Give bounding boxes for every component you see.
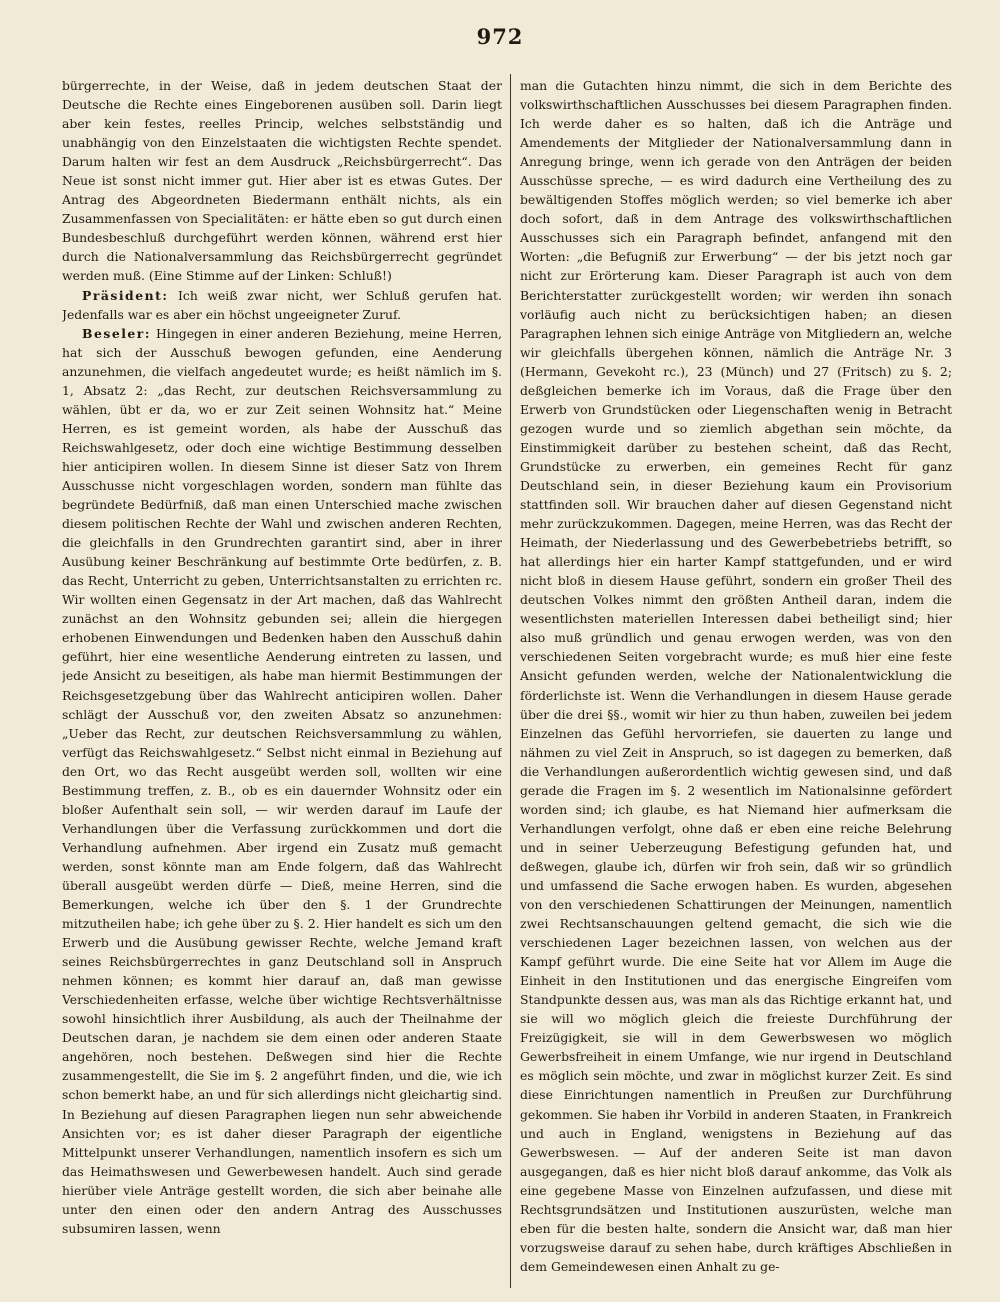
column-divider bbox=[510, 74, 511, 1288]
paragraph-praesident bbox=[62, 286, 502, 324]
right-column bbox=[520, 76, 952, 1288]
paragraph-beseler bbox=[62, 324, 502, 1238]
paragraph-continuation: bürgerrechte, in der Weise, daß in jedem deutschen Staat der Deutsche die Rechte eines Eingeborenen ausüben soll. Darin liegt aber kein festes, reelles Princip, welches selbstständig und unabhängig von den Einzelstaaten die wichtigsten Rechte spendet. Darum halten wir fest an dem Ausdruck „Reichsbürgerrecht“. Das Neue ist sonst nicht immer gut. Hier aber ist es etwas Gutes. Der Antrag des Abgeordneten Biedermann enthält nichts, als ein Zusammenfassen von Specialitäten: er hätte eben so gut durch einen Bundesbeschluß durchgeführt werden können, während erst hier durch die Nationalversammlung das Reichsbürgerrecht gegründet werden muß. (Eine Stimme auf der Linken: Schluß!) bbox=[62, 78, 502, 284]
speech-text: Ich weiß zwar nicht, wer Schluß gerufen hat. Jedenfalls war es aber ein höchst ungeeigneter Zuruf. bbox=[62, 287, 502, 322]
speech-text: Hingegen in einer anderen Beziehung, meine Herren, hat sich der Ausschuß bewogen gefunden, eine Aenderung anzunehmen, die vielfach angedeutet wurde; es heißt nämlich im §. 1, Absatz 2: „das Recht, zur deutschen Reichsversammlung zu wählen, übt er da, wo er zur Zeit seinen Wohnsitz hat.“ Meine Herren, es ist gemeint worden, als habe der Ausschuß das Reichswahlgesetz, oder doch eine wichtige Bestimmung desselben hier anticipiren wollen. In diesem Sinne ist dieser Satz von Ihrem Ausschusse nicht vorgeschlagen worden, sondern man fühlte das begründete Bedürfniß, daß man einen Unterschied mache zwischen diesem politischen Rechte der Wahl und zwischen anderen Rechten, die gleichfalls in den Grundrechten garantirt sind, aber in ihrer Ausübung keiner Beschränkung auf bestimmte Orte bedürfen, z. B. das Recht, Unterricht zu geben, Unterrichtsanstalten zu errichten rc. Wir wollten einen Gegensatz in der Art machen, daß das Wahlrecht zunächst an den Wohnsitz gebunden sei; allein die hiergegen erhobenen Einwendungen und Bedenken haben den Ausschuß dahin geführt, hier eine wesentliche Aenderung eintreten zu lassen, und jede Ansicht zu beseitigen, als habe man hiermit Bestimmungen der Reichsgesetzgebung über das Wahlrecht anticipiren wollen. Daher schlägt der Ausschuß vor, den zweiten Absatz so anzunehmen: „Ueber das Recht, zur deutschen Reichsversammlung zu wählen, verfügt das Reichswahlgesetz.“ Selbst nicht einmal in Beziehung auf den Ort, wo das Recht ausgeübt werden soll, wollten wir eine Bestimmung treffen, z. B., ob es ein dauernder Wohnsitz oder ein bloßer Aufenthalt sein soll, — wir werden darauf im Laufe der Verhandlungen über die Verfassung zurückkommen und dort die Verhandlung aufnehmen. Aber irgend ein Zusatz muß gemacht werden, sonst könnte man am Ende folgern, daß das Wahlrecht überall ausgeübt werden dürfe — Dieß, meine Herren, sind die Bemerkungen, welche ich über den §. 1 der Grundrechte mitzutheilen habe; ich gehe über zu §. 2. Hier handelt es sich um den Erwerb und die Ausübung gewisser Rechte, welche Jemand kraft seines Reichsbürgerrechtes in ganz Deutschland soll in Anspruch nehmen können; es kommt hier darauf an, daß man gewisse Verschiedenheiten erfasse, welche über wichtige Rechtsverhältnisse sowohl hinsichtlich ihrer Ausbildung, als auch der Theilnahme der Deutschen daran, je nachdem sie dem einen oder anderen Staate angehören, noch bestehen. Deßwegen sind hier die Rechte zusammengestellt, die Sie im §. 2 angeführt finden, und die, wie ich schon bemerkt habe, an und für sich allerdings nicht gleichartig sind. In Beziehung auf diesen Paragraphen liegen nun sehr abweichende Ansichten vor; es ist daher dieser Paragraph der eigentliche Mittelpunkt unserer Verhandlungen, namentlich insofern es sich um das Heimathswesen und Gewerbewesen handelt. Auch sind gerade hierüber viele Anträge gestellt worden, die sich aber beinahe alle unter den einen oder den andern Antrag des Ausschusses subsumiren lassen, wenn bbox=[62, 325, 502, 1236]
paragraph-continuation: man die Gutachten hinzu nimmt, die sich in dem Berichte des volkswirthschaftlichen Ausschusses bei diesem Paragraphen finden. Ich werde daher es so halten, daß ich die Anträge und Amendements der Mitglieder der Nationalversammlung dann in Anregung bringe, wenn ich gerade von den Anträgen der beiden Ausschüsse spreche, — es wird dadurch eine Vertheilung des zu bewältigenden Stoffes möglich werden; so viel bemerke ich aber doch sofort, daß in dem Antrage des volkswirthschaftlichen Ausschusses sich ein Paragraph befindet, anfangend mit den Worten: „die Befugniß zur Erwerbung“ — der bis jetzt noch gar nicht zur Erörterung kam. Dieser Paragraph ist auch von dem Berichterstatter zurückgestellt worden; wir werden ihn sonach vorläufig auch nicht zu berücksichtigen haben; an diesen Paragraphen lehnen sich einige Anträge von Mitgliedern an, welche wir gleichfalls übergehen können, nämlich die Anträge Nr. 3 (Hermann, Gevekoht rc.), 23 (Münch) und 27 (Fritsch) zu §. 2; deßgleichen bemerke ich im Voraus, daß die Frage über den Erwerb von Grundstücken oder Liegenschaften wenig in Betracht gezogen wurde und so ziemlich abgethan sein möchte, da Einstimmigkeit darüber zu bestehen scheint, daß das Recht, Grundstücke zu erwerben, ein gemeines Recht für ganz Deutschland sein, in dieser Beziehung kaum ein Provisorium stattfinden soll. Wir brauchen daher auf diesen Gegenstand nicht mehr zurückzukommen. Dagegen, meine Herren, was das Recht der Heimath, der Niederlassung und des Gewerbebetriebs betrifft, so hat allerdings hier ein harter Kampf stattgefunden, und er wird nicht bloß in diesem Hause geführt, sondern ein großer Theil des deutschen Volkes nimmt den größten Antheil daran, indem die wesentlichsten materiellen Interessen dabei betheiligt sind; hier also muß gründlich und genau erwogen werden, was von den verschiedenen Seiten vorgebracht wurde; es muß hier eine feste Ansicht gefunden werden, welche der Nationalentwicklung die förderlichste ist. Wenn die Verhandlungen in diesem Hause gerade über die drei §§., womit wir hier zu thun haben, zuweilen bei jedem Einzelnen das Gefühl hervorriefen, sie dauerten zu lange und nähmen zu viel Zeit in Anspruch, so ist dagegen zu bemerken, daß die Verhandlungen außerordentlich wichtig gewesen sind, und daß gerade die Fragen im §. 2 wesentlich im Nationalsinne gefördert worden sind; ich glaube, es hat Niemand hier aufmerksam die Verhandlungen verfolgt, ohne daß er eben eine reiche Belehrung und in seiner Ueberzeugung Befestigung gefunden hat, und deßwegen, glaube ich, dürfen wir froh sein, daß wir so gründlich und umfassend die Sache erwogen haben. Es wurden, abgesehen von den verschiedenen Schattirungen der Meinungen, namentlich zwei Rechtsanschauungen geltend gemacht, die sich wie die verschiedenen Lager bezeichnen lassen, von welchen aus der Kampf geführt wurde. Die eine Seite hat vor Allem im Auge die Einheit in den Institutionen und das energische Eingreifen vom Standpunkte dessen aus, was man als das Richtige erkannt hat, und sie will wo möglich gleich die freieste Durchführung der Freizügigkeit, sie will in dem Gewerbswesen wo möglich Gewerbsfreiheit in einem Umfange, wie nur irgend in Deutschland es möglich sein möchte, und zwar in möglichst kurzer Zeit. Es sind diese Einrichtungen namentlich in Preußen zur Durchführung gekommen. Sie haben ihr Vorbild in anderen Staaten, in Frankreich und auch in England, wenigstens in Beziehung auf das Gewerbswesen. — Auf der anderen Seite ist man davon ausgegangen, daß es hier nicht bloß darauf ankomme, das Volk als eine gegebene Masse von Einzelnen aufzufassen, und diese mit Rechtsgrundsätzen und Institutionen auszurüsten, welche man eben für die besten halte, sondern die Ansicht war, daß man hier vorzugsweise darauf zu sehen habe, durch kräftiges Abschließen in dem Gemeindewesen einen Anhalt zu ge- bbox=[520, 78, 952, 1274]
speaker-name: Beseler: bbox=[82, 325, 151, 341]
page-number: 972 bbox=[476, 24, 524, 49]
speaker-name: Präsident: bbox=[82, 287, 169, 303]
left-column bbox=[62, 76, 502, 1288]
